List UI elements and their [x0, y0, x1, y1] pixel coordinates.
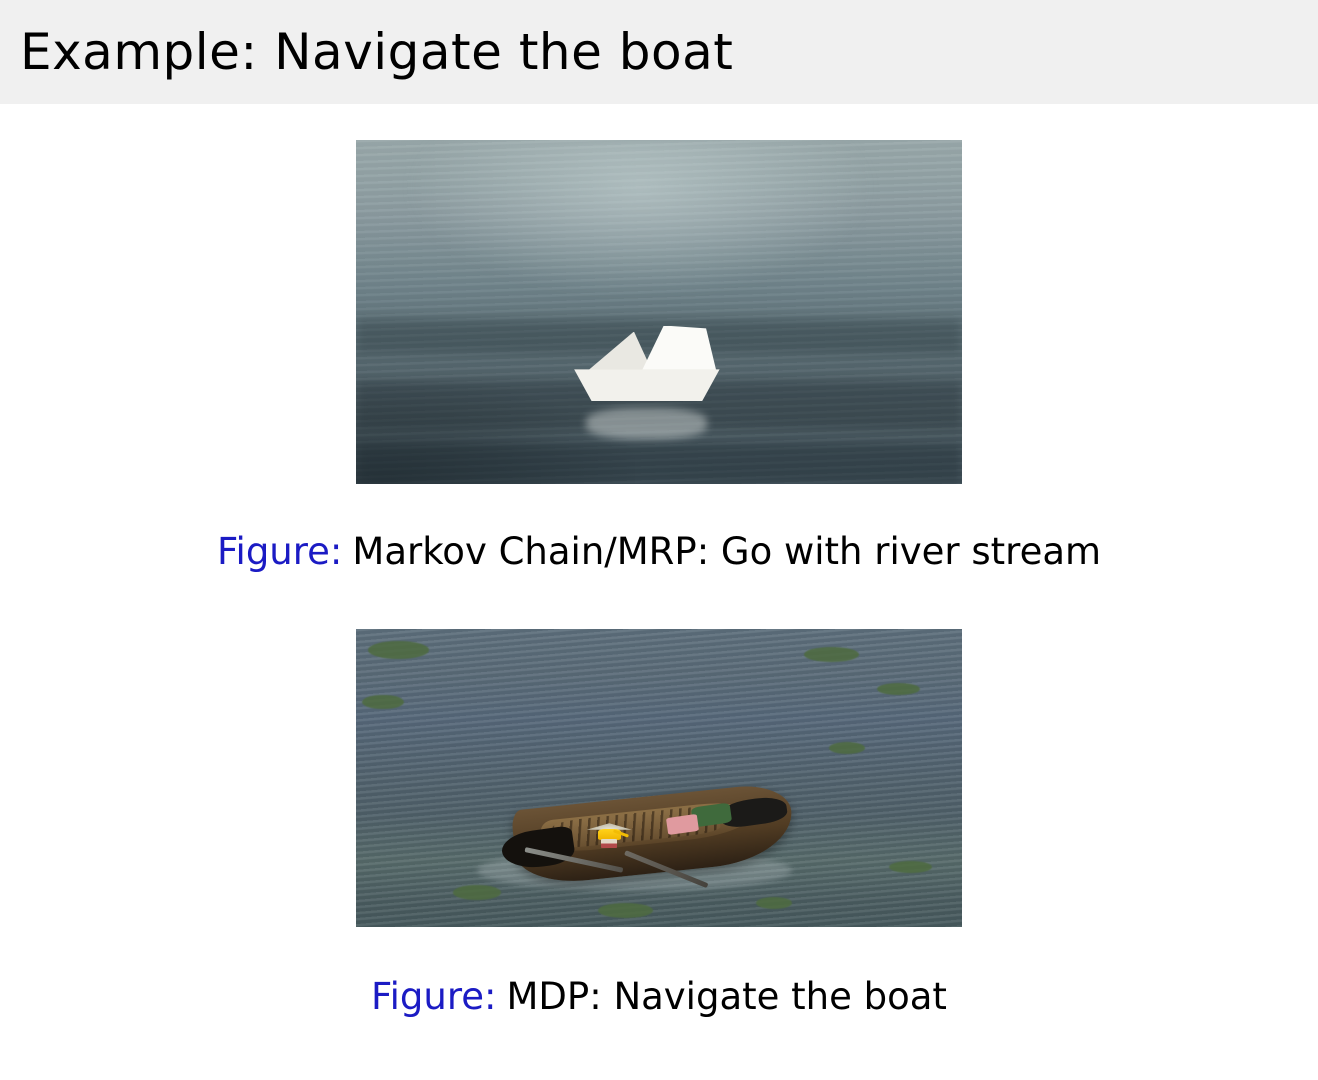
striped-trousers: [601, 839, 617, 848]
water-plant: [877, 683, 919, 695]
slide-content: [0, 104, 1318, 1080]
water-haze: [404, 140, 877, 298]
figure-block-markov-chain: [0, 140, 1318, 573]
paper-boat-hull: [574, 369, 719, 401]
figure-caption-text: MDP: Navigate the boat: [506, 975, 947, 1018]
paper-boat: [574, 336, 719, 412]
figure-caption: [0, 975, 1318, 1018]
water-plant: [598, 903, 653, 918]
figure-label: Figure:: [216, 530, 343, 573]
canoe: [514, 796, 793, 873]
slide-title-bar: [0, 0, 1318, 104]
figure-caption-text: Markov Chain/MRP: Go with river stream: [352, 530, 1102, 573]
rower-person: [597, 824, 622, 847]
page-title: Example: Navigate the boat: [20, 23, 734, 81]
boat-reflection: [586, 408, 707, 439]
figure-caption: [0, 530, 1318, 573]
figure-block-mdp: [0, 629, 1318, 1018]
paper-boat-sail-left: [586, 332, 653, 373]
figure-label: Figure:: [371, 975, 497, 1018]
water-plant: [804, 647, 859, 662]
paper-boat-photo: [356, 140, 962, 484]
rowing-boat-photo: [356, 629, 962, 927]
water-plant: [368, 641, 429, 659]
